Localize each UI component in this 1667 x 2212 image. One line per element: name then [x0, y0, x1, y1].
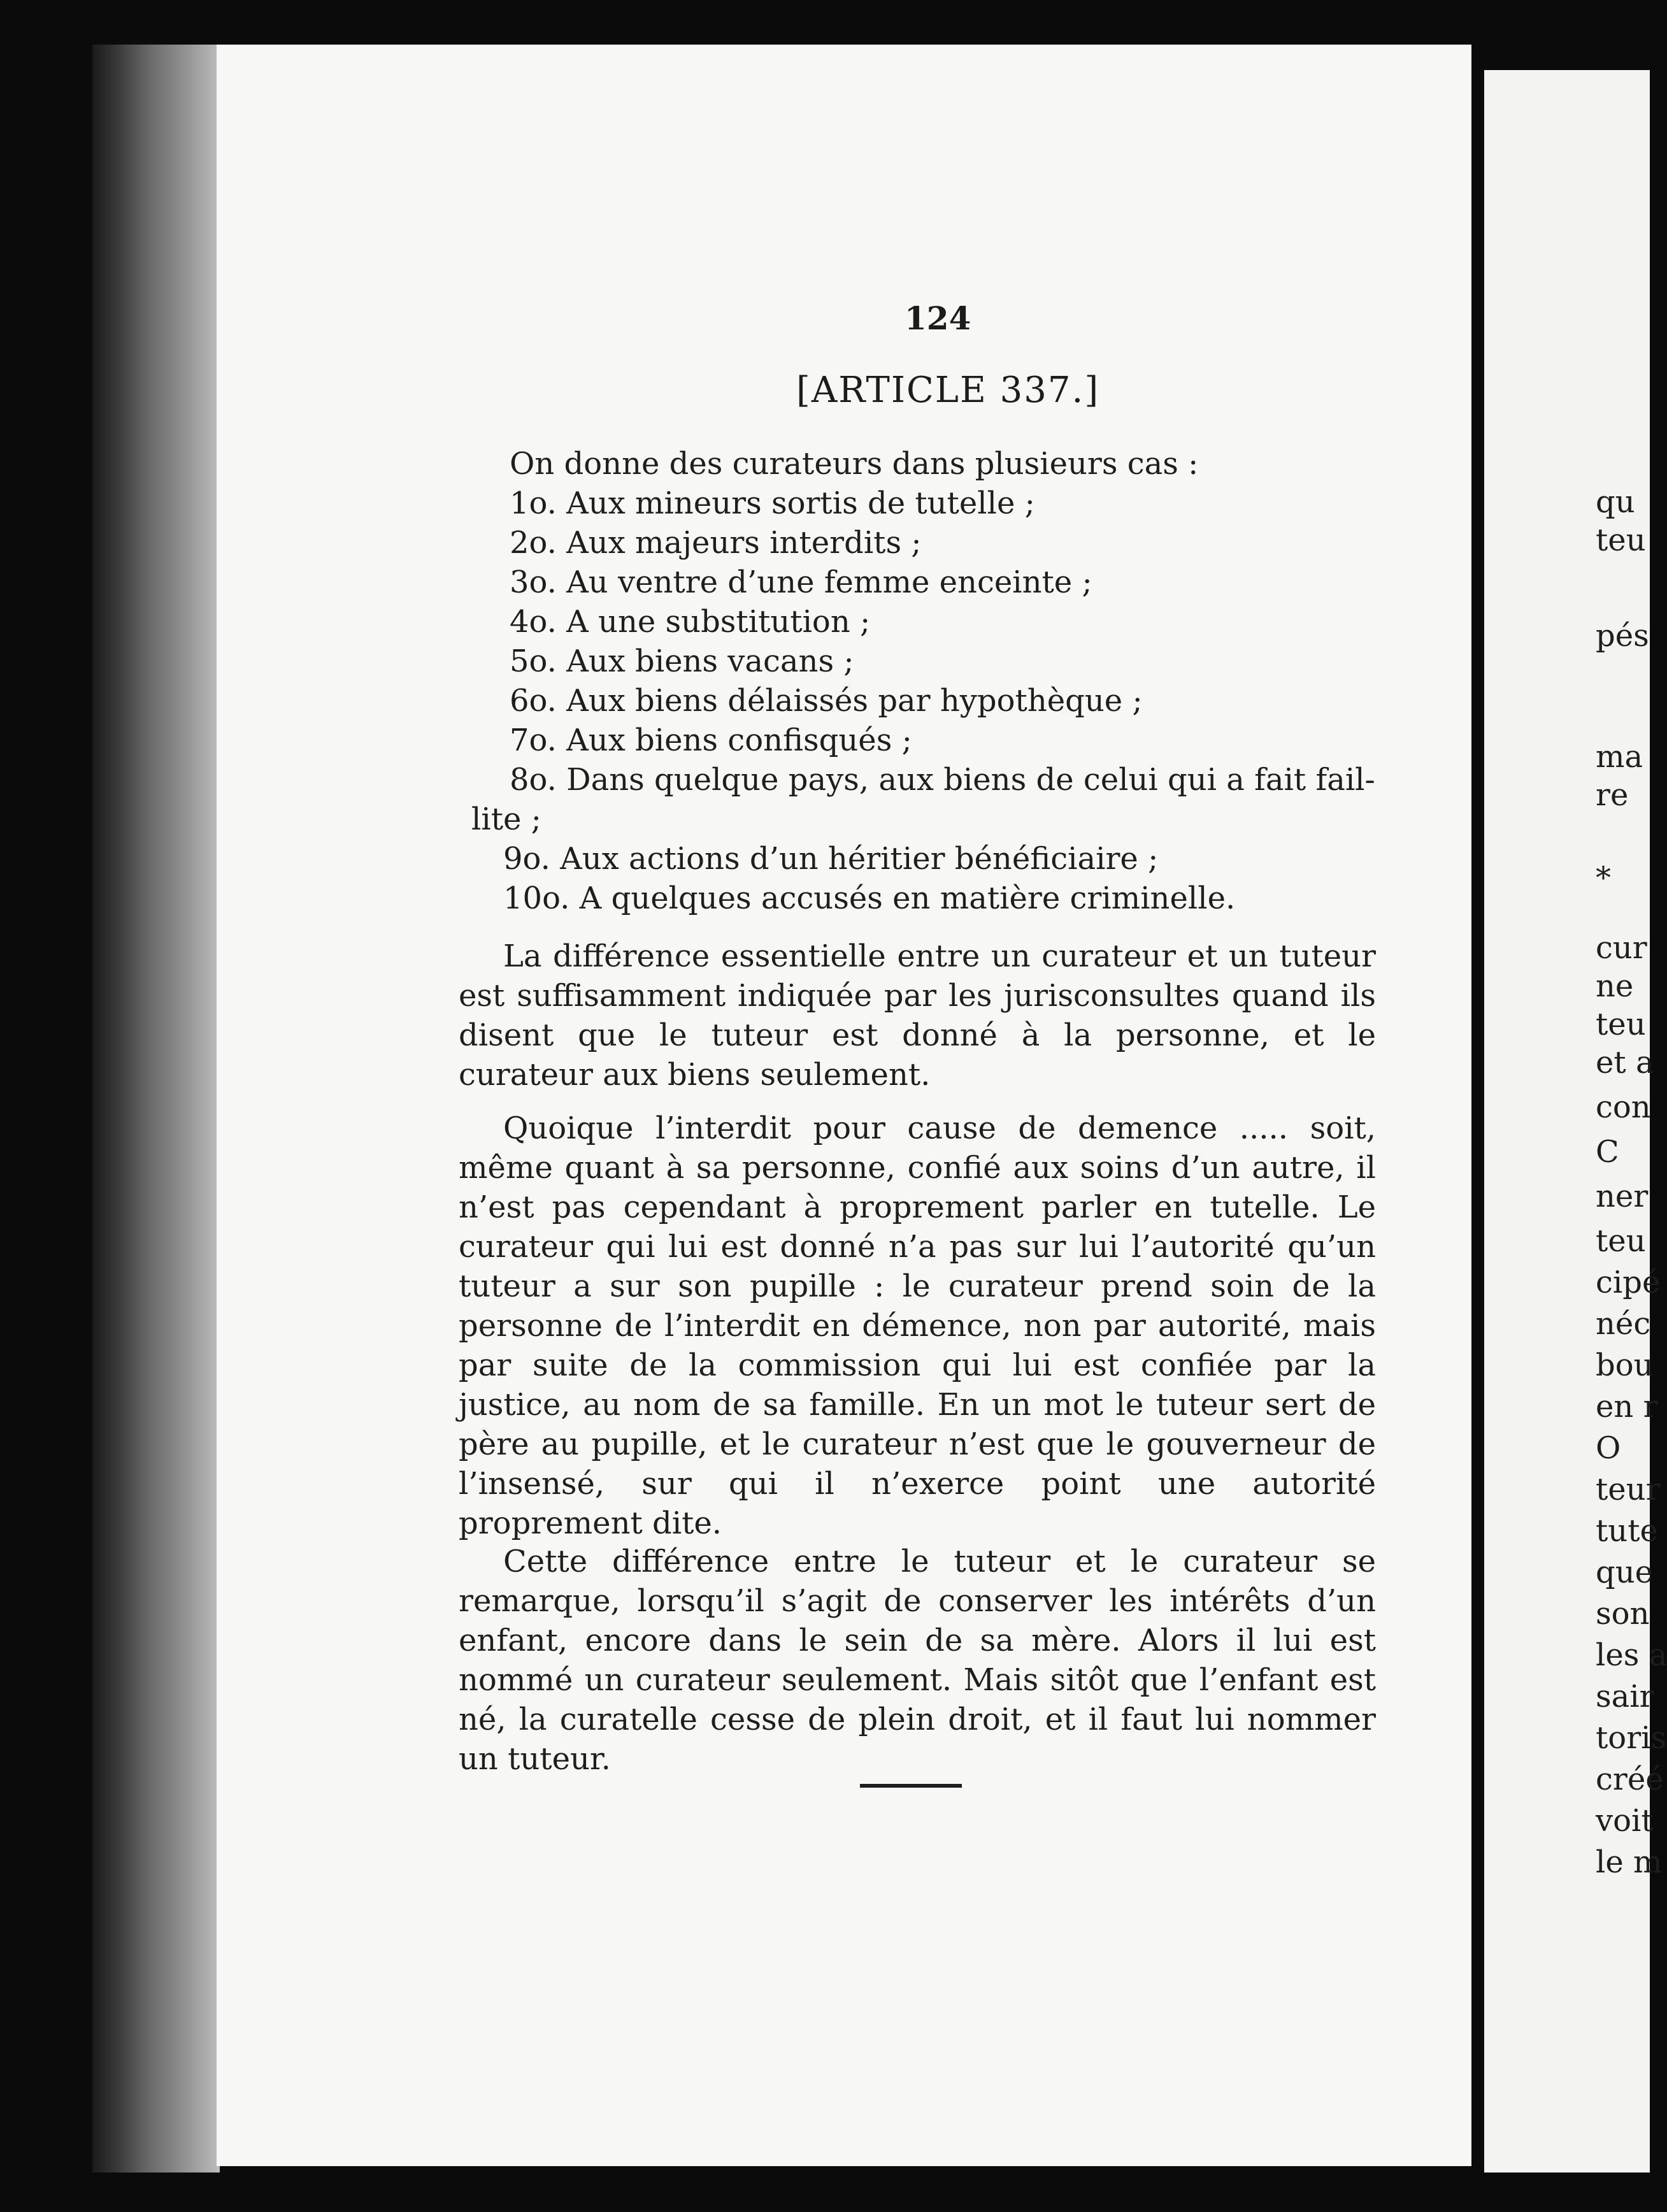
facing-page-fragment: néc — [1596, 1306, 1651, 1342]
facing-page-fragment: que — [1596, 1555, 1654, 1590]
facing-page-fragment: tute — [1596, 1513, 1658, 1549]
facing-page-fragment: sair — [1596, 1679, 1654, 1714]
page-number: 124 — [905, 299, 971, 337]
facing-page-fragment: son — [1596, 1596, 1650, 1632]
facing-page-fragment: qu — [1596, 484, 1635, 520]
list-item: 3o. Au ventre d’une femme enceinte ; — [510, 564, 1092, 600]
facing-page-fragment: ne — [1596, 968, 1634, 1004]
list-item: 10o. A quelques accusés en matière criminelle. — [503, 880, 1236, 916]
section-divider — [860, 1784, 962, 1788]
book-spine-shadow — [92, 45, 220, 2172]
facing-page-fragment: pés — [1596, 618, 1649, 654]
list-item: 9o. Aux actions d’un héritier bénéficiaire ; — [503, 841, 1159, 877]
list-item: 5o. Aux biens vacans ; — [510, 643, 854, 679]
list-item: 4o. A une substitution ; — [510, 604, 871, 640]
facing-page-fragment: * — [1596, 860, 1611, 896]
facing-page-fragment: voit — [1596, 1803, 1654, 1839]
facing-page-fragment: teur — [1596, 1472, 1661, 1507]
facing-page-fragment: O — [1596, 1430, 1621, 1466]
facing-page-fragment: toris — [1596, 1720, 1667, 1756]
facing-page-fragment: teu — [1596, 522, 1646, 558]
facing-page-fragment: le m — [1596, 1844, 1663, 1880]
facing-page-fragment: con — [1596, 1089, 1651, 1125]
book-page — [217, 45, 1471, 2166]
article-title: [ARTICLE 337.] — [796, 370, 1100, 411]
list-item: 7o. Aux biens confisqués ; — [510, 722, 912, 758]
paragraph: La différence essentielle entre un curateur et un tuteur est suffisamment indiquée par les jurisconsultes quand ils disent que le tuteur est donné à la personne, et le curateur aux biens seulement. — [459, 938, 1376, 1093]
facing-page-fragment: en r — [1596, 1389, 1658, 1425]
facing-page-fragment: re — [1596, 777, 1629, 813]
list-item: 8o. Dans quelque pays, aux biens de celui qui a fait fail- — [510, 762, 1375, 798]
intro-line: On donne des curateurs dans plusieurs cas : — [510, 446, 1199, 482]
facing-page-fragment: ner — [1596, 1179, 1649, 1214]
facing-page-fragment: ma — [1596, 739, 1643, 775]
facing-page-fragment: et a — [1596, 1045, 1654, 1081]
facing-page-fragment: bou — [1596, 1347, 1654, 1383]
facing-page-fragment: teu — [1596, 1223, 1646, 1259]
facing-page-fragment: les a — [1596, 1637, 1667, 1673]
facing-page-fragment: créé — [1596, 1762, 1664, 1797]
facing-page-fragment: cur — [1596, 930, 1647, 966]
paragraph: Cette différence entre le tuteur et le curateur se remarque, lorsqu’il s’agit de conserver les intérêts d’un enfant, encore dans le sein de sa mère. Alors il lui est nommé un curateur seulement. Mais sitôt que l’enfant est né, la curatelle cesse de plein droit, et il faut lui nommer un tuteur. — [459, 1544, 1376, 1777]
facing-page-fragment: teu — [1596, 1007, 1646, 1042]
list-item-continuation: lite ; — [471, 801, 541, 837]
list-item: 6o. Aux biens délaissés par hypothèque ; — [510, 683, 1143, 719]
facing-page-fragment: C — [1596, 1134, 1619, 1170]
facing-page-fragment: cipé — [1596, 1265, 1661, 1300]
list-item: 2o. Aux majeurs interdits ; — [510, 525, 922, 561]
paragraph: Quoique l’interdit pour cause de demence ..... soit, même quant à sa personne, confié aux soins d’un autre, il n’est pas cependant à proprement parler en tutelle. Le curateur qui lui est donné n’a pas sur lui l’autorité qu’un tuteur a sur son pupille : le curateur prend soin de la personne de l’interdit en démence, non par autorité, mais par suite de la commission qui lui est confiée par la justice, au nom de sa famille. En un mot le tuteur sert de père au pupille, et le curateur n’est que le gouverneur de l’insensé, sur qui il n’exerce point une autorité proprement dite. — [459, 1110, 1376, 1541]
list-item: 1o. Aux mineurs sortis de tutelle ; — [510, 485, 1035, 521]
